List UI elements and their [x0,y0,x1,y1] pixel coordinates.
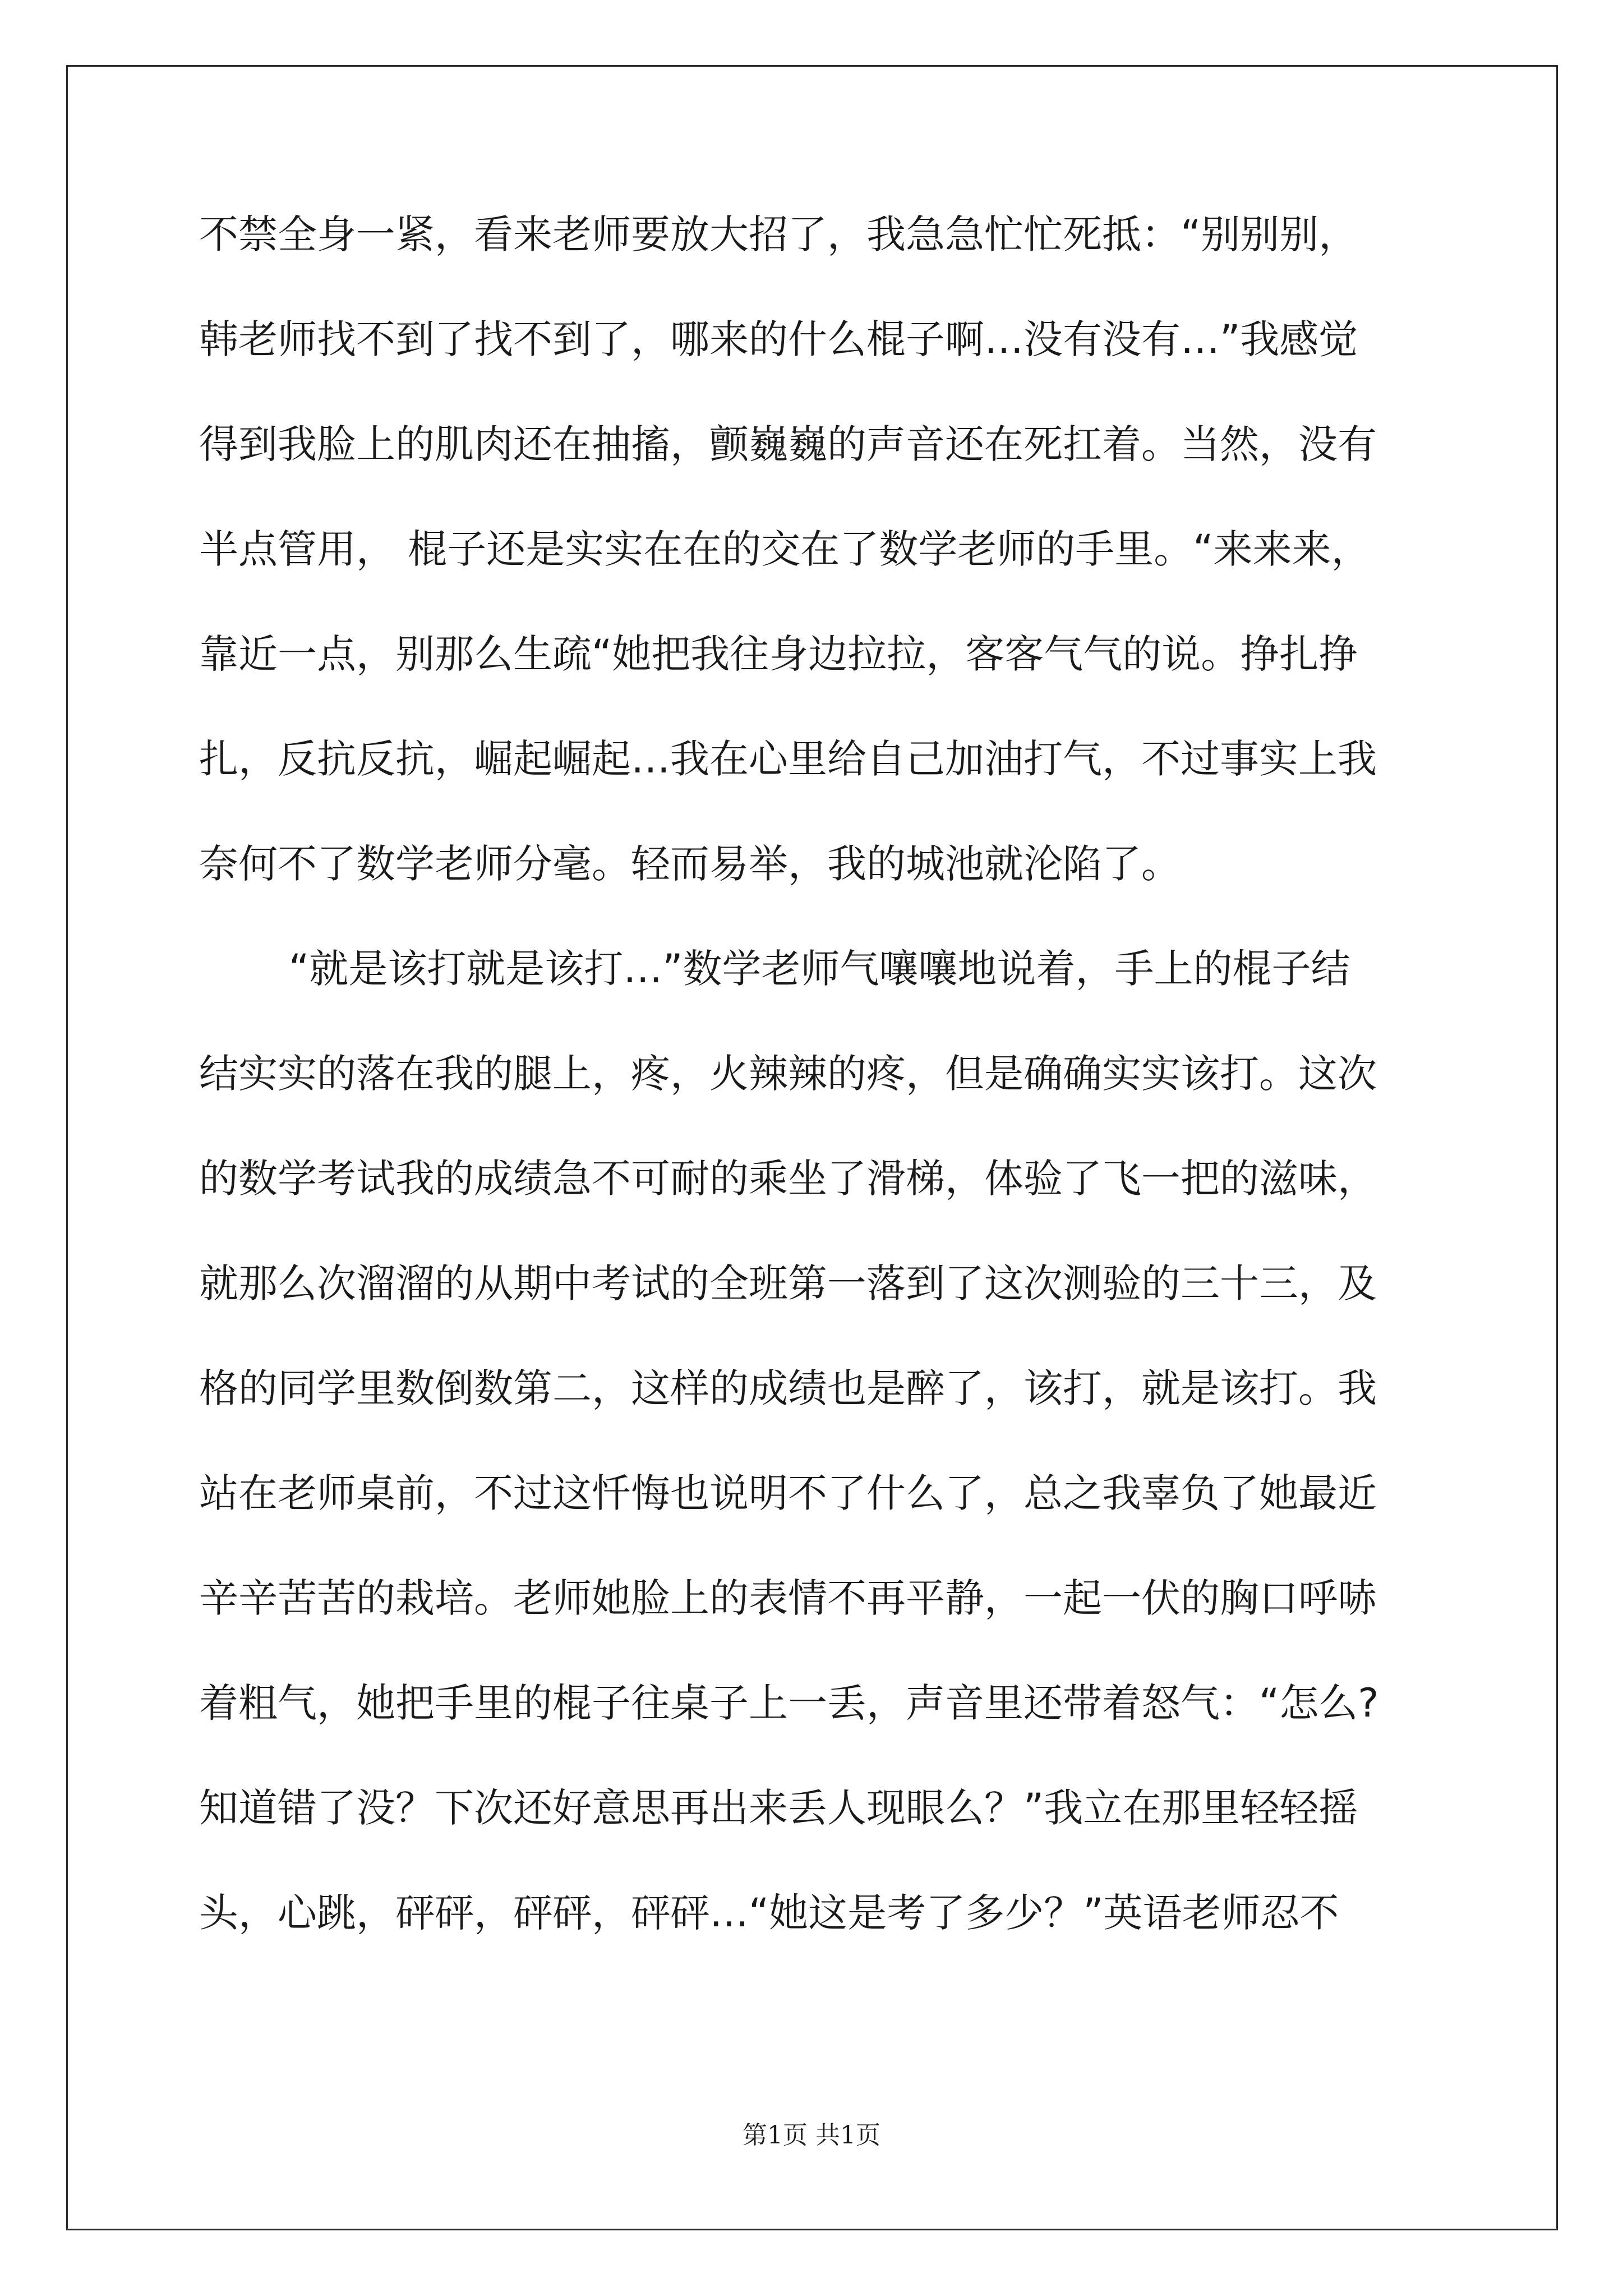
text-line: 靠近一点，别那么生疏“她把我往身边拉拉，客客气气的说。挣扎挣 [199,631,1358,677]
text-line: 扎，反抗反抗，崛起崛起…我在心里给自己加油打气，不过事实上我 [199,736,1377,782]
text-line: 站在老师桌前，不过这忏悔也说明不了什么了，总之我辜负了她最近 [199,1470,1377,1516]
text-line: 奈何不了数学老师分毫。轻而易举，我的城池就沦陷了。 [199,841,1181,887]
text-line: 着粗气，她把手里的棍子往桌子上一丢，声音里还带着怒气：“怎么? [199,1680,1379,1726]
text-line: 的数学考试我的成绩急不可耐的乘坐了滑梯，体验了飞一把的滋味， [199,1156,1377,1202]
text-line: 就那么次溜溜的从期中考试的全班第一落到了这次测验的三十三，及 [199,1260,1377,1306]
text-line: 韩老师找不到了找不到了，哪来的什么棍子啊…没有没有…”我感觉 [199,316,1358,362]
paragraph-first-line: “就是该打就是该打…”数学老师气嚷嚷地说着，手上的棍子结 [289,946,1350,992]
text-line: 得到我脸上的肌肉还在抽搐，颤巍巍的声音还在死扛着。当然，没有 [199,421,1377,467]
text-line: 头，心跳，砰砰，砰砰，砰砰…“她这是考了多少？”英语老师忍不 [199,1890,1339,1936]
text-line: 不禁全身一紧，看来老师要放大招了，我急急忙忙死抵：“别别别， [199,211,1358,257]
text-line: 辛辛苦苦的栽培。老师她脸上的表情不再平静，一起一伏的胸口呼哧 [199,1575,1377,1621]
text-line: 结实实的落在我的腿上，疼，火辣辣的疼，但是确确实实该打。这次 [199,1051,1377,1097]
text-line: 知道错了没？下次还好意思再出来丢人现眼么？”我立在那里轻轻摇 [199,1785,1358,1831]
page-number-footer: 第1页 共1页 [743,2121,880,2150]
text-line: 半点管用， 棍子还是实实在在的交在了数学老师的手里。“来来来， [199,526,1371,572]
text-line: 格的同学里数倒数第二，这样的成绩也是醉了，该打，就是该打。我 [199,1365,1377,1411]
